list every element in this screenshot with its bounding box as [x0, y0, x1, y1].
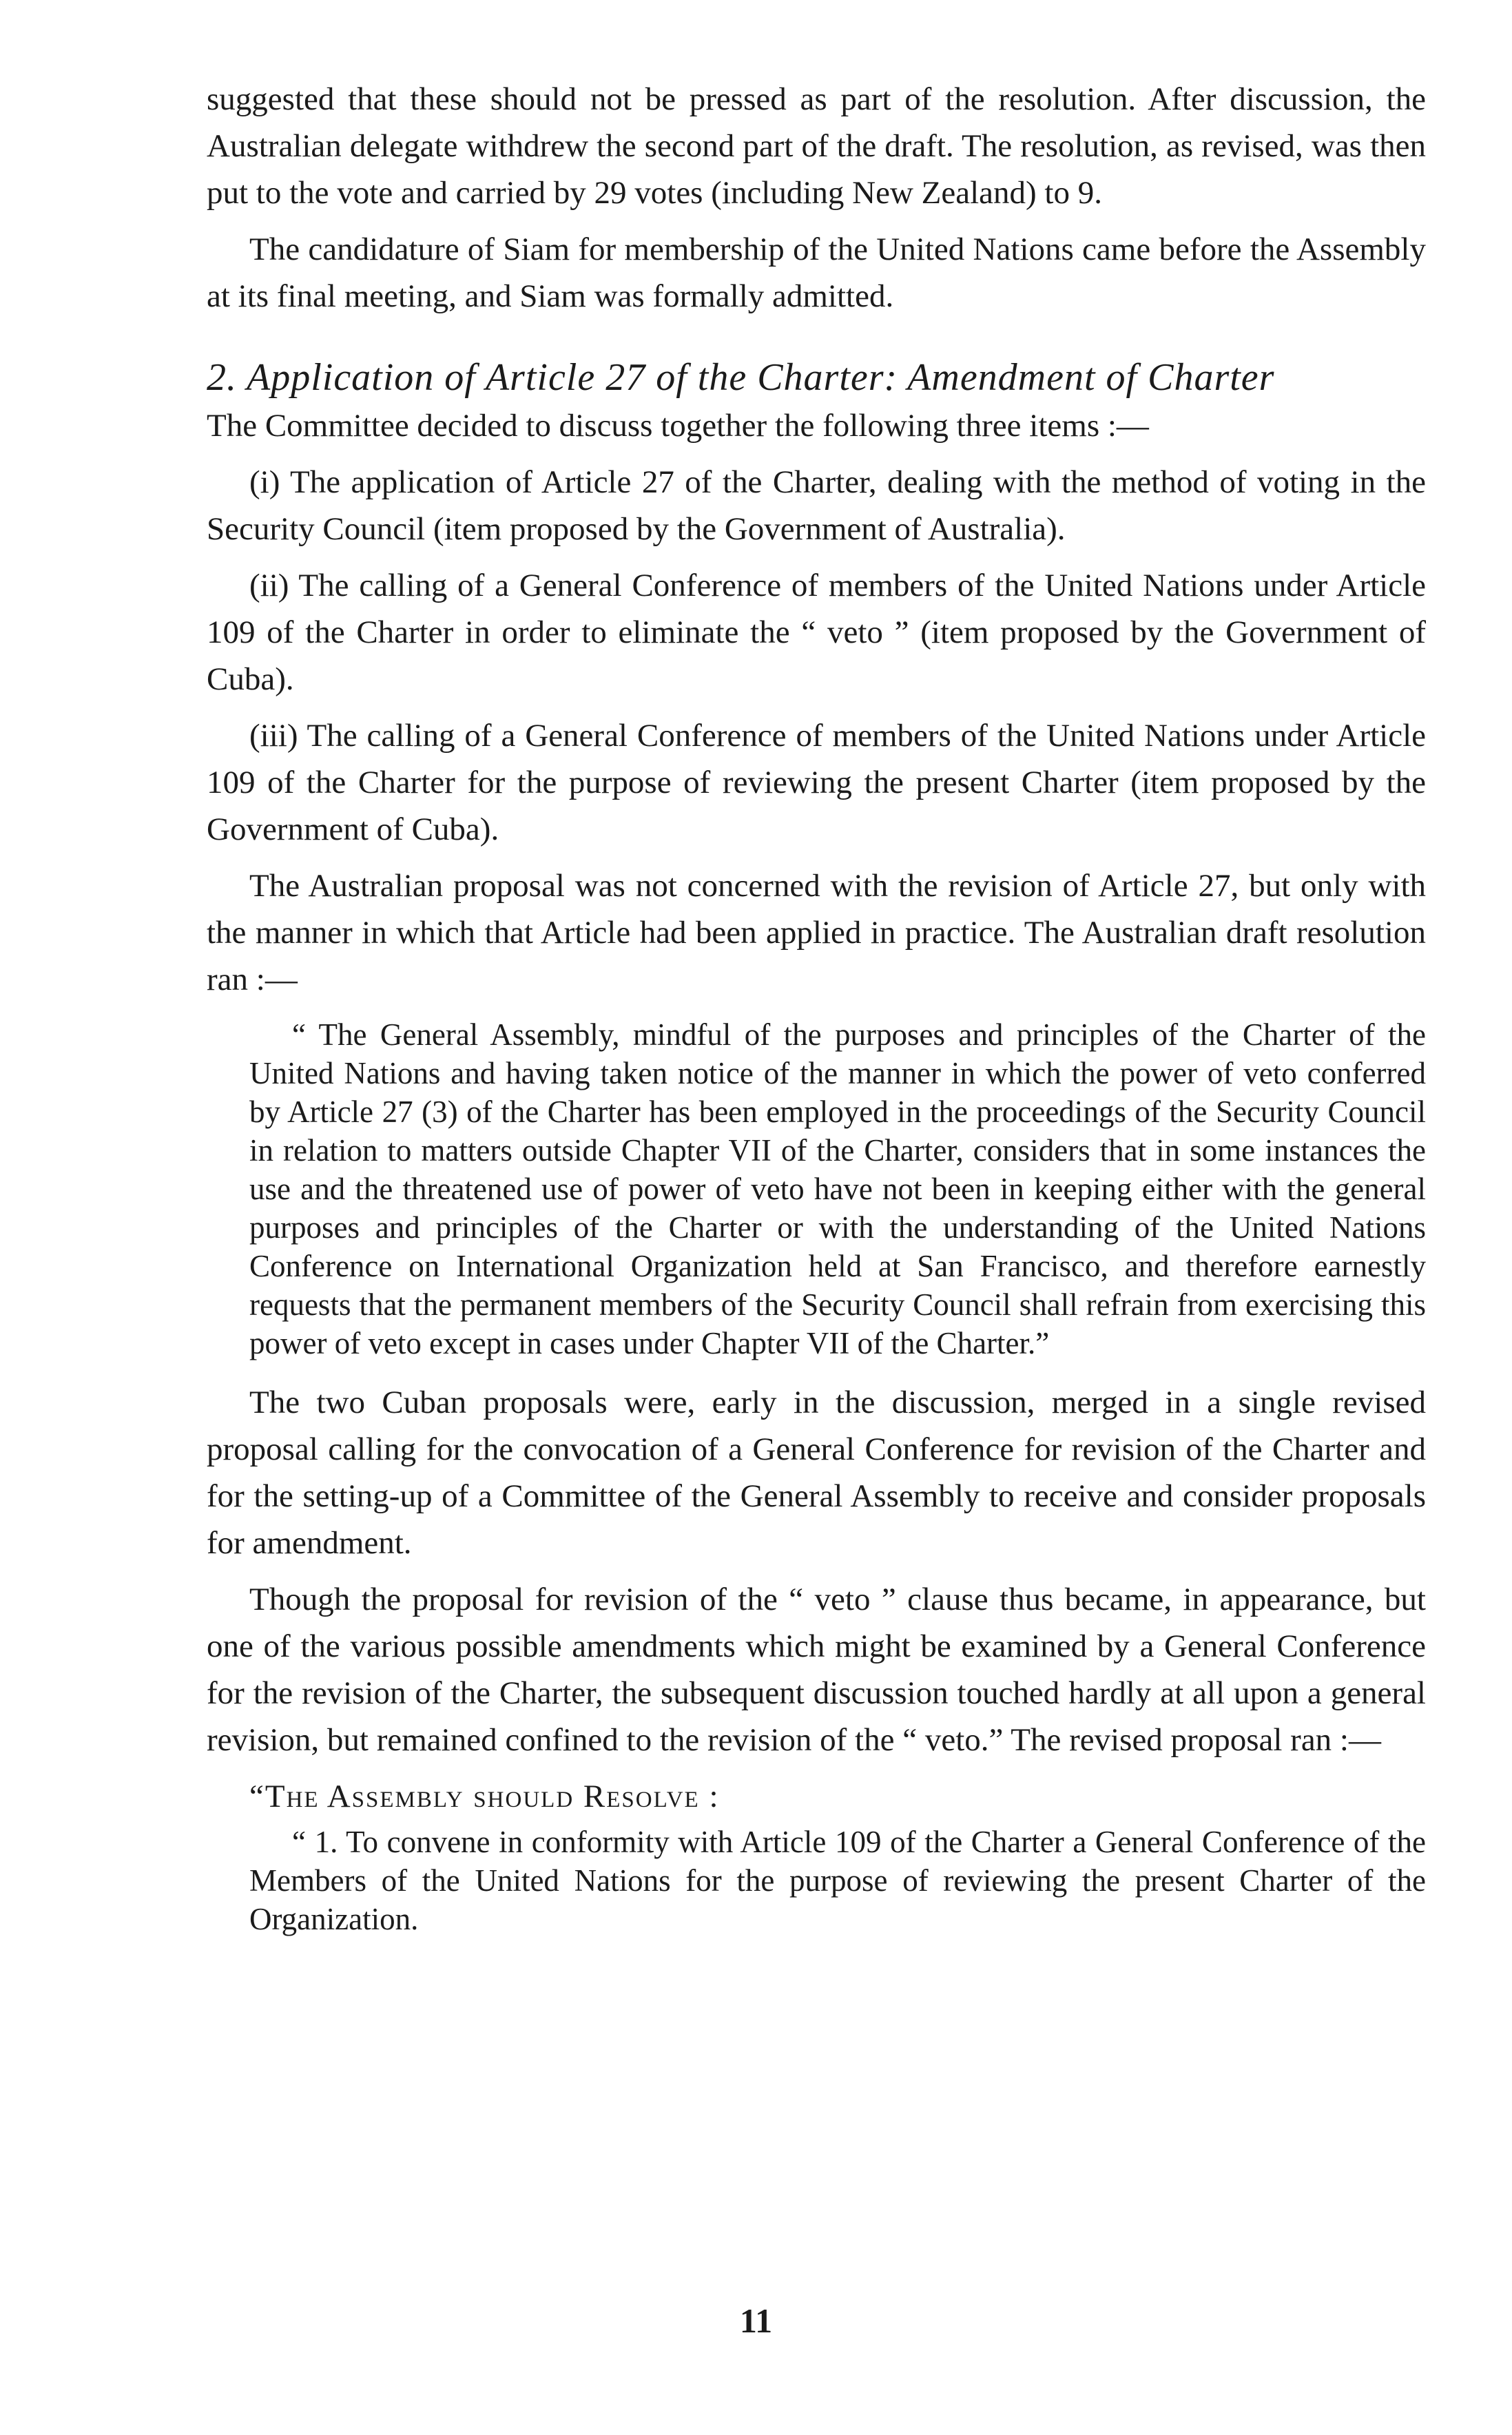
quote-australian-resolution: “ The General Assembly, mindful of the purposes and principles of the Charter of the United Nations and having taken notice of the manner in which the power of veto conferred by Article 27 (3) of the Charter has been employed in the proceedings of the Security Council in relation to matters outside Chapter VII of the Charter, considers that in some instances the use and the threatened use of power of veto have not been in keeping either with the general purposes and principles of the Charter or with the understanding of the United Nations Conference on International Organization held at San Francisco, and therefore earnestly requests that the permanent members of the Security Council shall refrain from exercising this power of veto except in cases under Chapter VII of the Charter.”: [249, 1017, 1426, 1360]
list-item: (ii) The calling of a General Conference of members of the United Nations under Article 109 of the Charter in order to eliminate the “ veto ” (item proposed by the Government of Cuba).: [207, 568, 1426, 697]
paragraph-siam-membership: The candidature of Siam for membership of the United Nations came before the Assembly at its final meeting, and Siam was formally admitted.: [207, 231, 1426, 314]
text-column: [207, 76, 1426, 1955]
resolve-heading: “The Assembly should Resolve :: [249, 1779, 720, 1814]
paragraph-veto-revision: Though the proposal for revision of the “ veto ” clause thus became, in appearance, but one of the various possible amendments which might be examined by a General Conference for the revision of the Charter, the subsequent discussion touched hardly at all upon a general revision, but remained confined to the revision of the “ veto.” The revised proposal ran :—: [207, 1582, 1426, 1758]
quote-resolve-item-1: “ 1. To convene in conformity with Article 109 of the Charter a General Conference of the Members of the United Nations for the purpose of reviewing the present Charter of the Organization.: [249, 1825, 1426, 1936]
list-item: (i) The application of Article 27 of the Charter, dealing with the method of voting in the Security Council (item proposed by the Government of Australia).: [207, 464, 1426, 547]
paragraph-committee-intro: The Committee decided to discuss together the following three items :—: [207, 408, 1149, 444]
paragraph-resolution-vote: suggested that these should not be pressed as part of the resolution. After discussion, the Australian delegate withdrew the second part of the draft. The resolution, as revised, was then put to the vote and carried by 29 votes (including New Zealand) to 9.: [207, 81, 1426, 211]
page-number: 11: [739, 2301, 773, 2340]
section-heading: 2. Application of Article 27 of the Charter: Amendment of Charter: [207, 356, 1275, 399]
paragraph-australian-proposal: The Australian proposal was not concerned with the revision of Article 27, but only with the manner in which that Article had been applied in practice. The Australian draft resolution ran :—: [207, 868, 1426, 997]
list-item: (iii) The calling of a General Conference of members of the United Nations under Article 109 of the Charter for the purpose of reviewing the present Charter (item proposed by the Government of Cuba).: [207, 718, 1426, 847]
paragraph-cuban-proposals: The two Cuban proposals were, early in the discussion, merged in a single revised proposal calling for the convocation of a General Conference for revision of the Charter and for the setting-up of a Committee of the General Assembly to receive and consider proposals for amendment.: [207, 1385, 1426, 1561]
